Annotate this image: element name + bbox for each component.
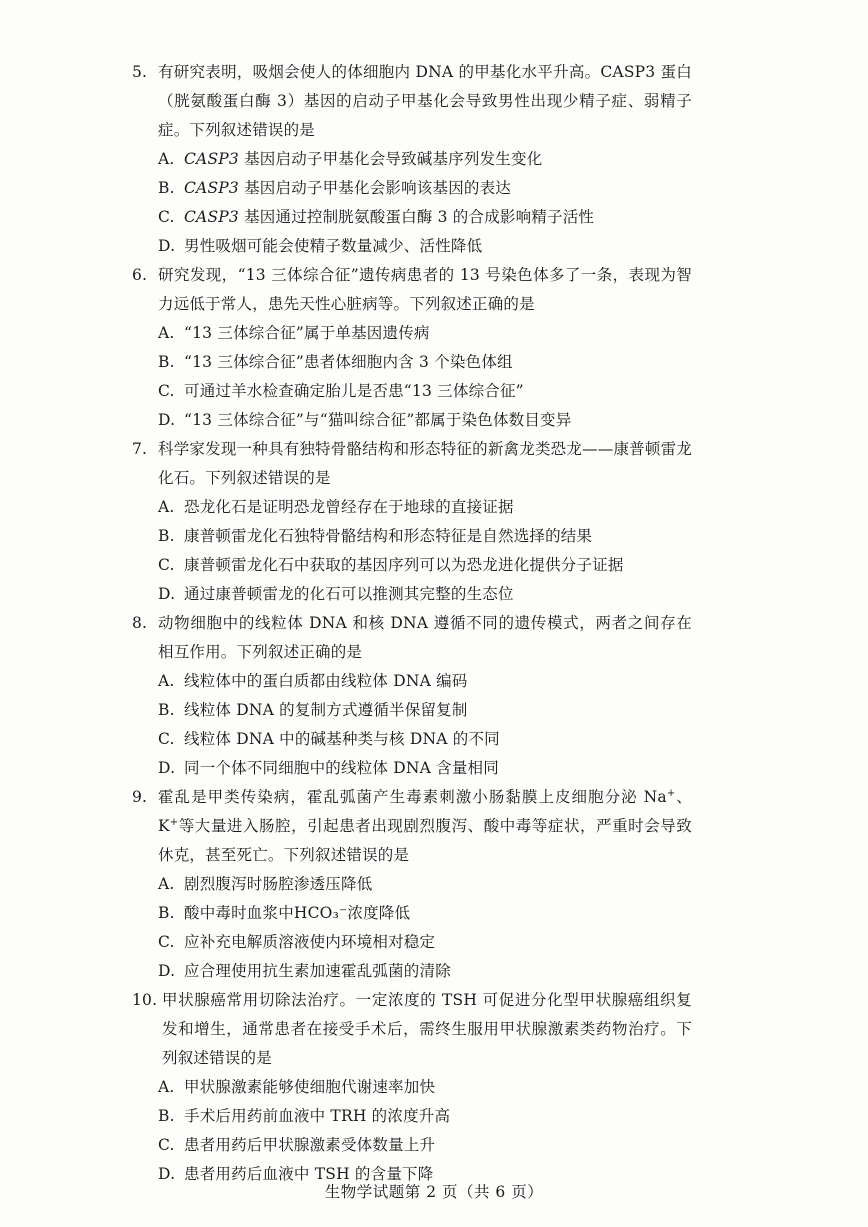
question-stem: [132, 609, 692, 667]
question-9: [132, 783, 692, 986]
stem-text: 动物细胞中的线粒体 DNA 和核 DNA 遵循不同的遗传模式，两者之间存在相互作用。下列叙述正确的是: [158, 614, 692, 661]
option-c: [132, 1131, 692, 1160]
question-number: 5.: [132, 63, 148, 81]
option-text: 应合理使用抗生素加速霍乱弧菌的清除: [184, 962, 451, 980]
option-list: [132, 493, 692, 609]
question-5: [132, 58, 692, 261]
option-b: [132, 174, 692, 203]
option-list: [132, 1073, 692, 1189]
question-stem: [132, 783, 692, 870]
question-number: 9.: [132, 788, 148, 806]
option-text: 甲状腺激素能够使细胞代谢速率加快: [184, 1078, 436, 1096]
option-a: [132, 145, 692, 174]
option-b: [132, 348, 692, 377]
option-a: [132, 493, 692, 522]
option-letter: B.: [158, 904, 175, 922]
option-letter: D.: [158, 759, 176, 777]
option-d: [132, 754, 692, 783]
option-letter: C.: [158, 382, 175, 400]
stem-text: 霍乱是甲类传染病，霍乱弧菌产生毒素刺激小肠黏膜上皮细胞分泌 Na: [158, 788, 667, 806]
option-letter: B.: [158, 179, 175, 197]
option-text: “13 三体综合征”患者体细胞内含 3 个染色体组: [184, 353, 513, 371]
stem-text: 、K: [158, 788, 692, 835]
option-letter: A.: [158, 672, 175, 690]
option-letter: C.: [158, 556, 175, 574]
option-text: 酸中毒时血浆中HCO₃⁻浓度降低: [184, 904, 411, 922]
option-text: 剧烈腹泻时肠腔渗透压降低: [184, 875, 373, 893]
option-b: [132, 899, 692, 928]
option-text: 线粒体 DNA 的复制方式遵循半保留复制: [184, 701, 468, 719]
option-letter: A.: [158, 324, 175, 342]
superscript-charge: +: [666, 787, 676, 799]
option-letter: A.: [158, 875, 175, 893]
option-list: [132, 870, 692, 986]
option-letter: D.: [158, 962, 176, 980]
option-letter: B.: [158, 701, 175, 719]
stem-text: 有研究表明，吸烟会使人的体细胞内 DNA 的甲基化水平升高。CASP3 蛋白（胱氨酸蛋白酶 3）基因的启动子甲基化会导致男性出现少精子症、弱精子症。下列叙述错误的是: [158, 63, 692, 139]
option-text: 基因启动子甲基化会影响该基因的表达: [238, 179, 511, 197]
option-c: [132, 551, 692, 580]
option-text: 线粒体中的蛋白质都由线粒体 DNA 编码: [184, 672, 468, 690]
question-10: [132, 986, 692, 1189]
option-a: [132, 1073, 692, 1102]
option-letter: B.: [158, 527, 175, 545]
option-text: “13 三体综合征”属于单基因遗传病: [184, 324, 430, 342]
option-b: [132, 696, 692, 725]
option-letter: A.: [158, 498, 175, 516]
question-number: 7.: [132, 440, 148, 458]
option-a: [132, 319, 692, 348]
question-stem: [132, 261, 692, 319]
option-d: [132, 580, 692, 609]
option-letter: B.: [158, 1107, 175, 1125]
option-text: 基因启动子甲基化会导致碱基序列发生变化: [238, 150, 543, 168]
option-letter: A.: [158, 150, 175, 168]
stem-text: 研究发现，“13 三体综合征”遗传病患者的 13 号染色体多了一条，表现为智力远低于常人，患先天性心脏病等。下列叙述正确的是: [158, 266, 692, 313]
option-letter: A.: [158, 1078, 175, 1096]
option-text: 恐龙化石是证明恐龙曾经存在于地球的直接证据: [184, 498, 514, 516]
option-letter: D.: [158, 1165, 176, 1183]
option-letter: C.: [158, 208, 175, 226]
question-8: [132, 609, 692, 783]
option-letter: C.: [158, 730, 175, 748]
option-text: 康普顿雷龙化石独特骨骼结构和形态特征是自然选择的结果: [184, 527, 593, 545]
option-text: 同一个体不同细胞中的线粒体 DNA 含量相同: [184, 759, 499, 777]
option-d: [132, 957, 692, 986]
option-letter: D.: [158, 411, 176, 429]
option-text: 可通过羊水检查确定胎儿是否患“13 三体综合征”: [184, 382, 524, 400]
question-stem: [132, 58, 692, 145]
superscript-charge: +: [169, 816, 179, 828]
question-list: [132, 58, 692, 1189]
option-text: 手术后用药前血液中 TRH 的浓度升高: [184, 1107, 451, 1125]
option-c: [132, 928, 692, 957]
option-letter: D.: [158, 237, 176, 255]
option-letter: D.: [158, 585, 176, 603]
stem-text: 甲状腺癌常用切除法治疗。一定浓度的 TSH 可促进分化型甲状腺癌组织复发和增生，通常患者在接受手术后，需终生服用甲状腺激素类药物治疗。下列叙述错误的是: [162, 991, 692, 1067]
option-text: 患者用药后血液中 TSH 的含量下降: [184, 1165, 434, 1183]
page-footer: 生物学试题第 2 页（共 6 页）: [324, 1183, 544, 1201]
option-text: 通过康普顿雷龙的化石可以推测其完整的生态位: [184, 585, 514, 603]
question-number: 10.: [132, 991, 158, 1009]
question-stem: [132, 435, 692, 493]
option-letter: C.: [158, 1136, 175, 1154]
option-b: [132, 1102, 692, 1131]
question-number: 6.: [132, 266, 148, 284]
option-d: [132, 406, 692, 435]
option-a: [132, 870, 692, 899]
option-text: 线粒体 DNA 中的碱基种类与核 DNA 的不同: [184, 730, 500, 748]
option-c: [132, 203, 692, 232]
option-b: [132, 522, 692, 551]
option-text: “13 三体综合征”与“猫叫综合征”都属于染色体数目变异: [184, 411, 572, 429]
option-text: 患者用药后甲状腺激素受体数量上升: [184, 1136, 436, 1154]
question-7: [132, 435, 692, 609]
option-list: [132, 319, 692, 435]
option-text: 康普顿雷龙化石中获取的基因序列可以为恐龙进化提供分子证据: [184, 556, 624, 574]
gene-name: CASP3: [184, 179, 239, 197]
question-6: [132, 261, 692, 435]
gene-name: CASP3: [184, 150, 239, 168]
question-stem: [132, 986, 692, 1073]
option-c: [132, 377, 692, 406]
stem-text: 科学家发现一种具有独特骨骼结构和形态特征的新禽龙类恐龙——康普顿雷龙化石。下列叙述错误的是: [158, 440, 692, 487]
option-d: [132, 232, 692, 261]
option-letter: C.: [158, 933, 175, 951]
option-c: [132, 725, 692, 754]
option-text: 应补充电解质溶液使内环境相对稳定: [184, 933, 436, 951]
question-number: 8.: [132, 614, 148, 632]
stem-text: 等大量进入肠腔，引起患者出现剧烈腹泻、酸中毒等症状，严重时会导致休克，甚至死亡。下列叙述错误的是: [158, 817, 692, 864]
option-text: 男性吸烟可能会使精子数量减少、活性降低: [184, 237, 483, 255]
option-letter: B.: [158, 353, 175, 371]
option-list: [132, 145, 692, 261]
option-list: [132, 667, 692, 783]
gene-name: CASP3: [184, 208, 239, 226]
option-text: 基因通过控制胱氨酸蛋白酶 3 的合成影响精子活性: [238, 208, 595, 226]
option-a: [132, 667, 692, 696]
